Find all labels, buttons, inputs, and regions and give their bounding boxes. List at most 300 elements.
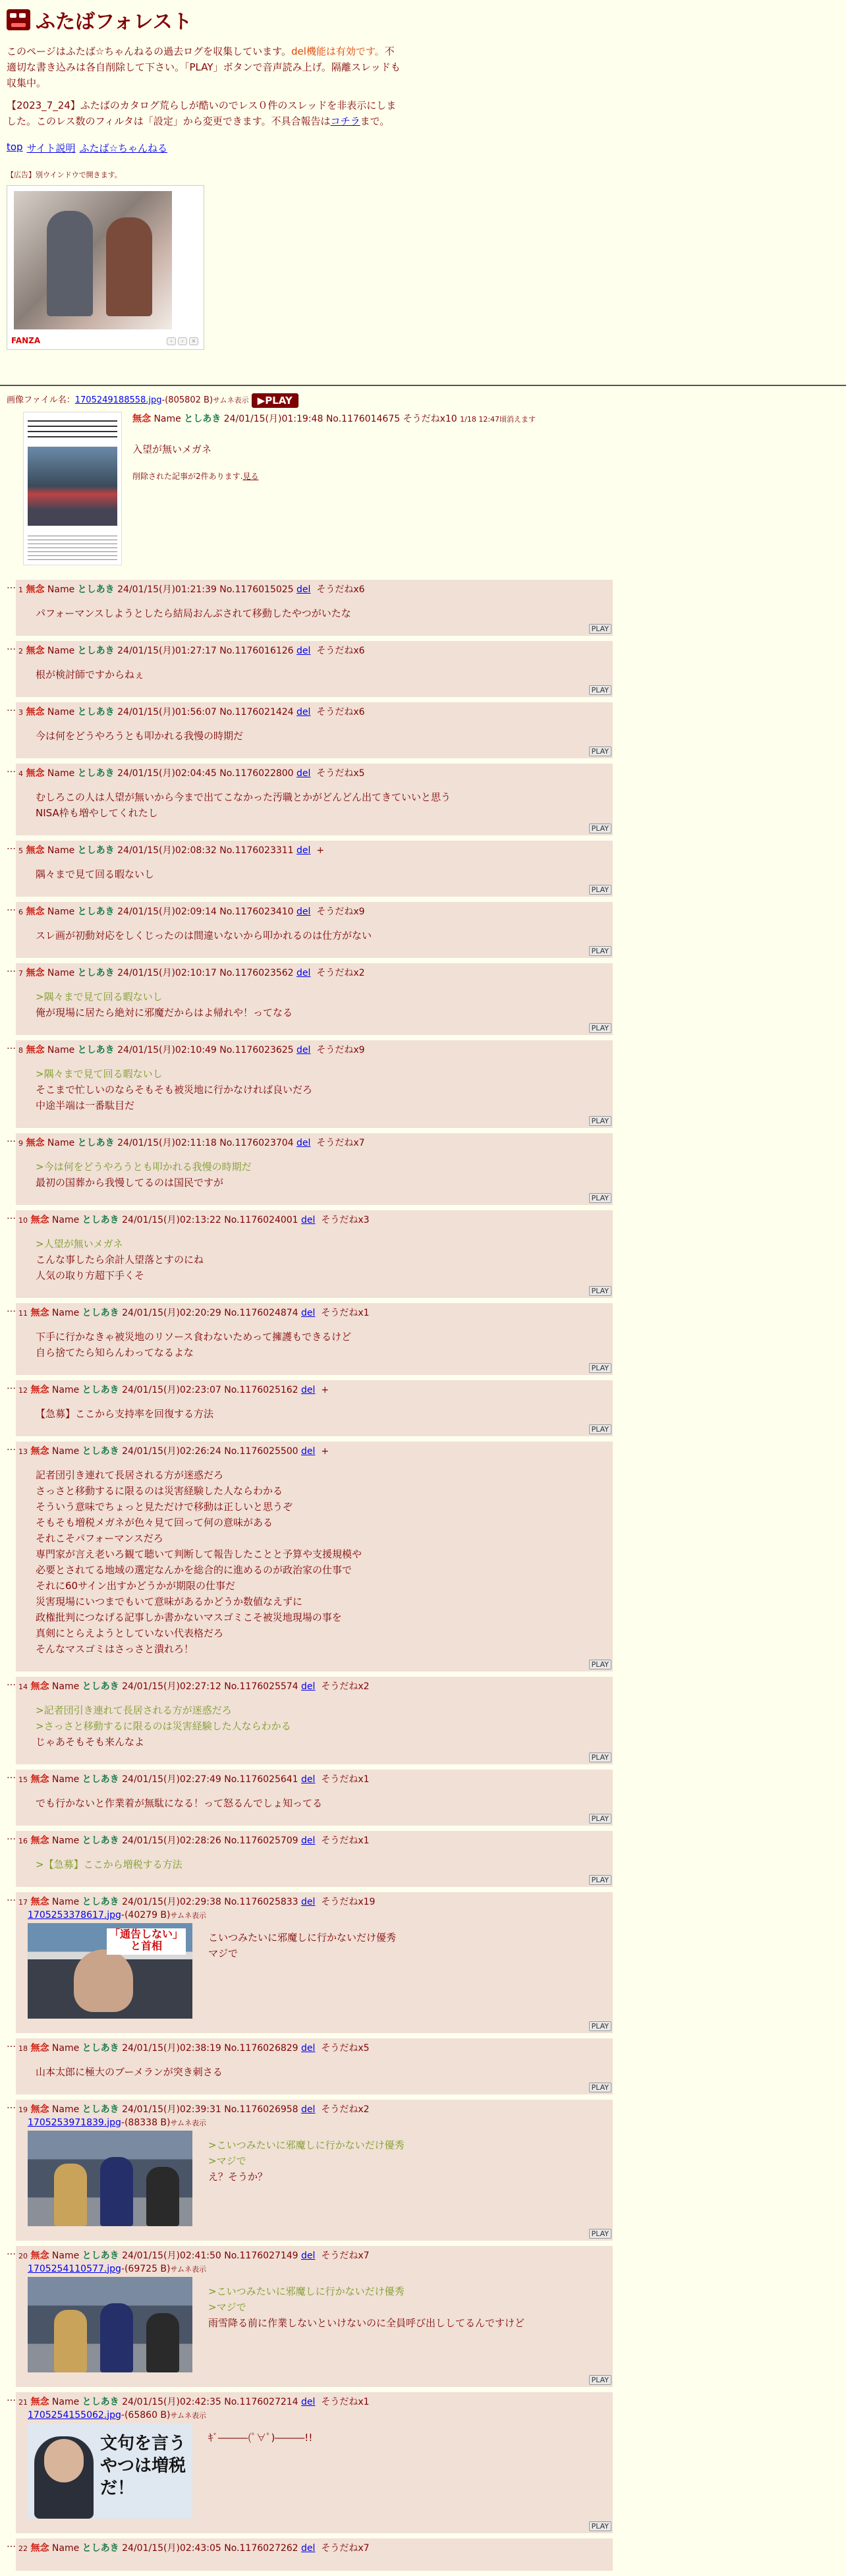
reply-text-line: そもそも増税メガネが色々見て回って何の意味がある	[36, 1516, 273, 1528]
reply-play-button[interactable]: PLAY	[589, 2083, 611, 2092]
reply-number: 18	[18, 2044, 28, 2053]
reply-row	[7, 841, 837, 897]
reply-play-button[interactable]: PLAY	[589, 1660, 611, 1669]
reply-box	[16, 1210, 613, 1298]
reply-text	[36, 989, 609, 1021]
reply-text-line: 政権批判につなげる記事しか書かないマスゴミこそ被災地現場の事を	[36, 1611, 342, 1623]
reply-image-row	[28, 2277, 609, 2372]
reply-no: No.1176024874	[224, 1307, 298, 1318]
reply-sodane[interactable]: そうだねx7	[316, 1137, 365, 1148]
reply-file-link[interactable]: 1705253971839.jpg	[28, 2117, 121, 2128]
reply-number: 13	[18, 1447, 28, 1456]
reply-name: としあき	[82, 1681, 119, 1692]
reply-play-button[interactable]: PLAY	[589, 1424, 611, 1434]
reply-del-link[interactable]: del	[301, 2250, 316, 2261]
reply-text-line: 専門家が言え老いろ観て聴いて判断して報告したことと予算や支援規模や	[36, 1548, 362, 1560]
reply-header	[18, 1136, 609, 1151]
reply-del-link[interactable]: del	[296, 906, 311, 917]
reply-del-link[interactable]: del	[296, 1137, 311, 1148]
site-title: ふたばフォレスト	[36, 11, 192, 34]
op-play-label: PLAY	[265, 394, 293, 406]
reply-subject: 無念	[30, 1307, 49, 1318]
reply-header	[18, 2541, 609, 2556]
reply-name: としあき	[77, 906, 115, 917]
intro-part2: 不適切な書き込みは各自削除して下さい。「PLAY」ボタンで音声読み上げ。隔離スレッドも収集中。	[7, 45, 401, 89]
reply-name: としあき	[82, 2542, 119, 2554]
reply-number: 8	[18, 1046, 23, 1055]
reply-text	[208, 1930, 396, 2019]
reply-row	[7, 1892, 837, 2033]
reply-subject: 無念	[26, 768, 45, 779]
op-no: No.1176014675	[325, 413, 401, 424]
reply-sodane[interactable]: そうだねx19	[321, 1896, 376, 1907]
op-file-link[interactable]: 1705249188558.jpg	[74, 395, 162, 405]
reply-quote-line: >人望が無いメガネ	[36, 1237, 123, 1250]
reply-text-line: 雨雪降る前に作業しないといけないのに全員呼び出ししてるんですけど	[208, 2316, 525, 2329]
nav-futaba-link[interactable]: ふたば☆ちゃんねる	[79, 142, 167, 154]
reply-dots: …	[7, 2538, 16, 2550]
reply-number: 1	[18, 585, 23, 594]
reply-name: としあき	[82, 2396, 119, 2407]
reply-text-line: そんなマスゴミはさっさと潰れろ！	[36, 1642, 194, 1655]
ad-close-icon[interactable]: ×	[189, 337, 198, 345]
reply-play-button[interactable]: PLAY	[589, 1363, 611, 1373]
reply-play-button[interactable]: PLAY	[589, 624, 611, 634]
ad-next-icon[interactable]: ›	[178, 337, 187, 345]
reply-header	[18, 1306, 609, 1321]
reply-box	[16, 2246, 613, 2387]
reply-name: としあき	[82, 1384, 119, 1395]
op-text: 入望が無いメガネ	[132, 443, 212, 455]
ad-image	[14, 191, 172, 329]
op-deleted-link[interactable]: 見る	[242, 471, 259, 481]
reply-dots: …	[7, 1892, 16, 1903]
reply-dots: …	[7, 2246, 16, 2257]
op-header	[132, 412, 536, 425]
op-thumbnail[interactable]	[23, 412, 122, 565]
notice-text	[7, 98, 402, 129]
reply-text-line: むしろこの人は人望が無いから今まで出てこなかった汚職とかがどんどん出てきていいと思う	[36, 791, 451, 803]
reply-box	[16, 963, 613, 1035]
op-thumb-toggle[interactable]: サムネ表示	[213, 396, 249, 405]
reply-name-label: Name	[51, 2104, 80, 2115]
reply-del-link[interactable]: del	[296, 645, 311, 656]
reply-datetime: 24/01/15(月)02:39:31	[122, 2104, 221, 2115]
reply-box	[16, 1892, 613, 2033]
reply-del-link[interactable]: del	[301, 1835, 316, 1846]
reply-list	[7, 580, 837, 2571]
reply-box	[16, 1770, 613, 1826]
ad-controls	[167, 337, 198, 345]
reply-no: No.1176023311	[219, 845, 294, 856]
reply-no: No.1176026829	[224, 2042, 298, 2054]
reply-text-line: パフォーマンスしようとしたら結局おんぶされて移動したやつがいたな	[36, 607, 351, 619]
reply-dots: …	[7, 1303, 16, 1314]
reply-quote-line: >隅々まで見て回る暇ないし	[36, 1067, 163, 1080]
reply-dots: …	[7, 1770, 16, 1781]
reply-text	[36, 1236, 609, 1283]
reply-header	[18, 2102, 609, 2117]
reply-del-link[interactable]: del	[301, 2042, 316, 2054]
reply-row	[7, 1380, 837, 1436]
reply-play-button[interactable]: PLAY	[589, 1814, 611, 1824]
thumb-person	[54, 2310, 87, 2372]
reply-number: 6	[18, 907, 23, 916]
reply-text	[36, 1857, 609, 1872]
reply-number: 4	[18, 769, 23, 778]
reply-header	[18, 705, 609, 720]
site-logo[interactable]	[7, 5, 839, 34]
reply-thumbnail[interactable]	[28, 2423, 192, 2519]
reply-subject: 無念	[26, 845, 45, 856]
reply-dots: …	[7, 841, 16, 852]
reply-del-link[interactable]: del	[301, 2396, 316, 2407]
reply-play-button[interactable]: PLAY	[589, 1193, 611, 1203]
reply-file-link[interactable]: 1705254155062.jpg	[28, 2409, 121, 2421]
reply-text-line: スレ画が初動対応をしくじったのは間違いないから叩かれるのは仕方がない	[36, 929, 372, 941]
reply-text-line: 最初の国葬から我慢してるのは国民ですが	[36, 1176, 224, 1189]
reply-name: としあき	[82, 1835, 119, 1846]
reply-box	[16, 1303, 613, 1375]
page-header	[0, 0, 846, 350]
reply-quote-line: >【急募】ここから増税する方法	[36, 1858, 183, 1870]
reply-name-label: Name	[51, 2542, 80, 2554]
reply-datetime: 24/01/15(月)02:04:45	[117, 768, 217, 779]
reply-no: No.1176024001	[224, 1214, 298, 1225]
reply-datetime: 24/01/15(月)02:28:26	[122, 1835, 221, 1846]
reply-row	[7, 580, 837, 636]
reply-name-label: Name	[51, 1774, 80, 1785]
reply-dots: …	[7, 1040, 16, 1051]
reply-no: No.1176027262	[224, 2542, 298, 2554]
op-subject: 無念	[132, 413, 151, 424]
thumb-person	[100, 2303, 133, 2372]
reply-dots: …	[7, 1380, 16, 1391]
reply-sodane[interactable]: +	[316, 845, 325, 856]
reply-del-link[interactable]: del	[296, 1044, 311, 1055]
reply-box	[16, 2392, 613, 2533]
reply-sodane[interactable]: そうだねx3	[321, 1214, 370, 1225]
reply-del-link[interactable]: del	[301, 1681, 316, 1692]
reply-play-button[interactable]: PLAY	[589, 1875, 611, 1885]
reply-datetime: 24/01/15(月)01:56:07	[117, 706, 217, 717]
reply-dots: …	[7, 1831, 16, 1842]
reply-del-link[interactable]: del	[301, 1384, 316, 1395]
reply-sodane[interactable]: そうだねx6	[316, 584, 365, 595]
reply-thumbnail[interactable]	[28, 2277, 192, 2372]
reply-thumb-toggle[interactable]: サムネ表示	[170, 2264, 206, 2274]
reply-number: 22	[18, 2544, 28, 2553]
reply-dots: …	[7, 641, 16, 652]
reply-del-link[interactable]: del	[296, 706, 311, 717]
reply-name-label: Name	[51, 1384, 80, 1395]
reply-number: 7	[18, 968, 23, 978]
op-expire: 1/18 12:47頃消えます	[460, 414, 536, 424]
reply-subject: 無念	[30, 1445, 49, 1457]
reply-text-line: さっさと移動するに限るのは災害経験した人ならわかる	[36, 1484, 283, 1497]
reply-text-line: 記者団引き連れて長居される方が迷惑だろ	[36, 1469, 224, 1481]
reply-play-button[interactable]: PLAY	[589, 1023, 611, 1033]
reply-text-line: 自ら捨てたら知らんわってなるよな	[36, 1346, 194, 1358]
reply-quote-line: >マジで	[208, 2301, 246, 2313]
reply-datetime: 24/01/15(月)02:27:12	[122, 1681, 221, 1692]
reply-del-link[interactable]: del	[301, 1896, 316, 1907]
reply-name-label: Name	[47, 768, 75, 779]
reply-text	[36, 605, 609, 621]
reply-header	[18, 766, 609, 781]
reply-sodane[interactable]: +	[321, 1384, 329, 1395]
reply-file-line	[28, 2410, 609, 2421]
reply-del-link[interactable]: del	[296, 967, 311, 978]
thumb-person	[100, 2157, 133, 2226]
reply-text	[36, 928, 609, 943]
reply-sodane[interactable]: そうだねx6	[316, 645, 365, 656]
reply-name-label: Name	[51, 1214, 80, 1225]
reply-file-link[interactable]: 1705253378617.jpg	[28, 1909, 121, 1920]
reply-datetime: 24/01/15(月)02:38:19	[122, 2042, 221, 2054]
reply-box	[16, 1677, 613, 1764]
reply-row	[7, 702, 837, 758]
reply-name: としあき	[82, 2042, 119, 2054]
reply-sodane[interactable]: そうだねx6	[316, 706, 365, 717]
reply-text	[208, 2137, 405, 2226]
nav-about-link[interactable]: サイト説明	[26, 142, 76, 154]
reply-dots: …	[7, 902, 16, 913]
reply-image-row	[28, 1923, 609, 2019]
reply-row	[7, 1770, 837, 1826]
reply-header	[18, 1043, 609, 1058]
op-file-size: -(805802 B)	[161, 395, 213, 405]
reply-subject: 無念	[30, 2104, 49, 2115]
reply-name-label: Name	[47, 845, 75, 856]
reply-sodane[interactable]: そうだねx1	[321, 1307, 370, 1318]
reply-name: としあき	[77, 1137, 115, 1148]
reply-file-size: -(69725 B)	[121, 2263, 171, 2274]
thumb-caption: 「通告しない」と首相	[107, 1928, 186, 1955]
reply-sodane[interactable]: そうだねx2	[316, 967, 365, 978]
reply-play-button[interactable]: PLAY	[589, 2229, 611, 2239]
reply-sodane[interactable]: そうだねx2	[321, 2104, 370, 2115]
reply-del-link[interactable]: del	[296, 768, 311, 779]
op-play-button[interactable]	[252, 393, 298, 408]
reply-number: 2	[18, 646, 23, 656]
reply-play-button[interactable]: PLAY	[589, 946, 611, 956]
reply-text-line: 下手に行かなきゃ被災地のリソース食わないためって擁護もできるけど	[36, 1330, 352, 1343]
reply-sodane[interactable]: そうだねx7	[321, 2250, 370, 2261]
reply-number: 21	[18, 2397, 28, 2407]
reply-sodane[interactable]: そうだねx1	[321, 2396, 370, 2407]
reply-text-line: 【急募】ここから支持率を回復する方法	[36, 1407, 214, 1420]
reply-del-link[interactable]: del	[296, 584, 311, 595]
reply-play-button[interactable]: PLAY	[589, 1286, 611, 1296]
reply-thumbnail[interactable]	[28, 2131, 192, 2226]
reply-text	[36, 1066, 609, 1113]
reply-del-link[interactable]: del	[301, 1445, 316, 1457]
reply-sodane[interactable]: +	[321, 1445, 329, 1457]
op-post	[7, 412, 837, 565]
reply-box	[16, 702, 613, 758]
reply-sodane[interactable]: そうだねx1	[321, 1835, 370, 1846]
reply-play-button[interactable]: PLAY	[589, 2375, 611, 2385]
reply-header	[18, 2395, 609, 2410]
reply-sodane[interactable]: そうだねx2	[321, 1681, 370, 1692]
reply-datetime: 24/01/15(月)02:20:29	[122, 1307, 221, 1318]
reply-box	[16, 764, 613, 835]
reply-text-line: そこまで忙しいのならそもそも被災地に行かなければ良いだろ	[36, 1083, 313, 1096]
reply-number: 12	[18, 1386, 28, 1395]
reply-no: No.1176016126	[219, 645, 294, 656]
nav-links	[7, 141, 839, 155]
reply-play-button[interactable]: PLAY	[589, 2021, 611, 2031]
reply-name-label: Name	[51, 1681, 80, 1692]
reply-no: No.1176026958	[224, 2104, 298, 2115]
reply-box	[16, 2538, 613, 2571]
reply-name-label: Name	[51, 1307, 80, 1318]
reply-name: としあき	[77, 584, 115, 595]
reply-subject: 無念	[26, 967, 45, 978]
reply-datetime: 24/01/15(月)02:23:07	[122, 1384, 221, 1395]
reply-file-link[interactable]: 1705254110577.jpg	[28, 2263, 121, 2274]
reply-text	[36, 728, 609, 744]
reply-row	[7, 1442, 837, 1671]
reply-sodane[interactable]: そうだねx5	[321, 2042, 370, 2054]
reply-dots: …	[7, 580, 16, 591]
reply-text	[36, 1159, 609, 1190]
reply-play-button[interactable]: PLAY	[589, 2521, 611, 2531]
reply-sodane[interactable]: そうだねx5	[316, 768, 365, 779]
reply-number: 10	[18, 1216, 28, 1225]
reply-quote-line: >今は何をどうやろうとも叩かれる我慢の時期だ	[36, 1160, 252, 1173]
reply-file-size: -(88338 B)	[121, 2117, 171, 2128]
reply-text	[36, 1702, 609, 1750]
reply-text	[36, 1329, 609, 1360]
reply-datetime: 24/01/15(月)01:21:39	[117, 584, 217, 595]
reply-play-button[interactable]: PLAY	[589, 1116, 611, 1126]
ad-banner[interactable]	[7, 185, 204, 350]
reply-play-button[interactable]: PLAY	[589, 685, 611, 695]
reply-row	[7, 2246, 837, 2387]
reply-box	[16, 1442, 613, 1671]
notice-suffix: まで。	[360, 115, 390, 127]
reply-quote-line: >記者団引き連れて長居される方が迷惑だろ	[36, 1704, 232, 1716]
reply-subject: 無念	[30, 1384, 49, 1395]
ad-prev-icon[interactable]: ‹	[167, 337, 176, 345]
op-file-label: 画像ファイル名：	[7, 395, 75, 405]
reply-name: としあき	[77, 1044, 115, 1055]
reply-del-link[interactable]: del	[301, 1774, 316, 1785]
reply-name-label: Name	[51, 2250, 80, 2261]
reply-play-button[interactable]: PLAY	[589, 746, 611, 756]
reply-box	[16, 2100, 613, 2241]
reply-row	[7, 963, 837, 1035]
reply-text-line: こんな事したら余計人望落とすのにね	[36, 1253, 204, 1266]
reply-del-link[interactable]: del	[301, 1214, 316, 1225]
reply-row	[7, 1210, 837, 1298]
reply-number: 9	[18, 1138, 23, 1148]
reply-subject: 無念	[30, 1774, 49, 1785]
reply-subject: 無念	[26, 1137, 45, 1148]
thumb-person	[54, 2164, 87, 2226]
report-link[interactable]: コチラ	[330, 115, 360, 127]
reply-sodane[interactable]: そうだねx7	[321, 2542, 370, 2554]
reply-no: No.1176023562	[219, 967, 294, 978]
futaba-logo-icon	[7, 9, 30, 30]
reply-header	[18, 1444, 609, 1459]
reply-play-button[interactable]: PLAY	[589, 824, 611, 833]
reply-no: No.1176021424	[219, 706, 294, 717]
reply-name: としあき	[77, 845, 115, 856]
reply-box	[16, 580, 613, 636]
reply-thumb-toggle[interactable]: サムネ表示	[170, 2411, 206, 2420]
reply-header	[18, 1772, 609, 1787]
reply-row	[7, 1040, 837, 1128]
reply-subject: 無念	[30, 1896, 49, 1907]
reply-del-link[interactable]: del	[301, 1307, 316, 1318]
reply-text-line: それこそパフォーマンスだろ	[36, 1532, 163, 1544]
reply-text-line: NISA枠も増やしてくれたし	[36, 806, 158, 819]
reply-subject: 無念	[26, 1044, 45, 1055]
reply-play-button[interactable]: PLAY	[589, 885, 611, 895]
reply-text-line: そういう意味でちょっと見ただけで移動は正しいと思うぞ	[36, 1500, 293, 1513]
reply-header	[18, 2249, 609, 2264]
reply-header	[18, 1679, 609, 1694]
op-sodane[interactable]: そうだねx10	[403, 413, 457, 424]
reply-datetime: 24/01/15(月)02:41:50	[122, 2250, 221, 2261]
reply-thumb-toggle[interactable]: サムネ表示	[170, 2118, 206, 2127]
reply-thumbnail[interactable]	[28, 1923, 192, 2019]
reply-text	[36, 1795, 609, 1811]
reply-text-line: 山本太郎に極大のブーメランが突き刺さる	[36, 2065, 223, 2078]
nav-top-link[interactable]: top	[7, 141, 23, 153]
thumb-person	[146, 2167, 179, 2226]
reply-del-link[interactable]: del	[301, 2104, 316, 2115]
reply-number: 19	[18, 2105, 28, 2114]
reply-play-button[interactable]: PLAY	[589, 1752, 611, 1762]
reply-datetime: 24/01/15(月)02:09:14	[117, 906, 217, 917]
reply-text-line: 中途半端は一番駄目だ	[36, 1099, 135, 1111]
reply-text	[36, 789, 609, 821]
reply-row	[7, 1133, 837, 1205]
reply-thumb-toggle[interactable]: サムネ表示	[170, 1911, 206, 1920]
reply-text	[36, 2064, 609, 2080]
op-datetime: 24/01/15(月)01:19:48	[223, 413, 324, 424]
reply-row	[7, 641, 837, 697]
reply-header	[18, 905, 609, 920]
reply-file-line	[28, 2117, 609, 2128]
reply-del-link[interactable]: del	[301, 2542, 316, 2554]
reply-datetime: 24/01/15(月)02:29:38	[122, 1896, 221, 1907]
reply-number: 11	[18, 1308, 28, 1318]
reply-name-label: Name	[51, 1896, 80, 1907]
reply-subject: 無念	[26, 645, 45, 656]
reply-row	[7, 2100, 837, 2241]
thumb-caption: 文句を言うやつは増税だ！	[100, 2433, 186, 2498]
reply-name: としあき	[82, 2250, 119, 2261]
reply-sodane[interactable]: そうだねx9	[316, 1044, 365, 1055]
reply-del-link[interactable]: del	[296, 845, 311, 856]
op-deleted-note	[132, 470, 536, 482]
reply-text	[36, 1467, 609, 1657]
op-file-line	[7, 393, 837, 408]
reply-text-line: え？そうか？	[208, 2170, 268, 2183]
reply-name-label: Name	[47, 967, 75, 978]
reply-sodane[interactable]: そうだねx9	[316, 906, 365, 917]
reply-text-line: でも行かないと作業着が無駄になる！って怒るんでしょ知ってる	[36, 1797, 323, 1809]
reply-datetime: 24/01/15(月)02:42:35	[122, 2396, 221, 2407]
reply-dots: …	[7, 702, 16, 714]
reply-sodane[interactable]: そうだねx1	[321, 1774, 370, 1785]
reply-datetime: 24/01/15(月)02:08:32	[117, 845, 217, 856]
